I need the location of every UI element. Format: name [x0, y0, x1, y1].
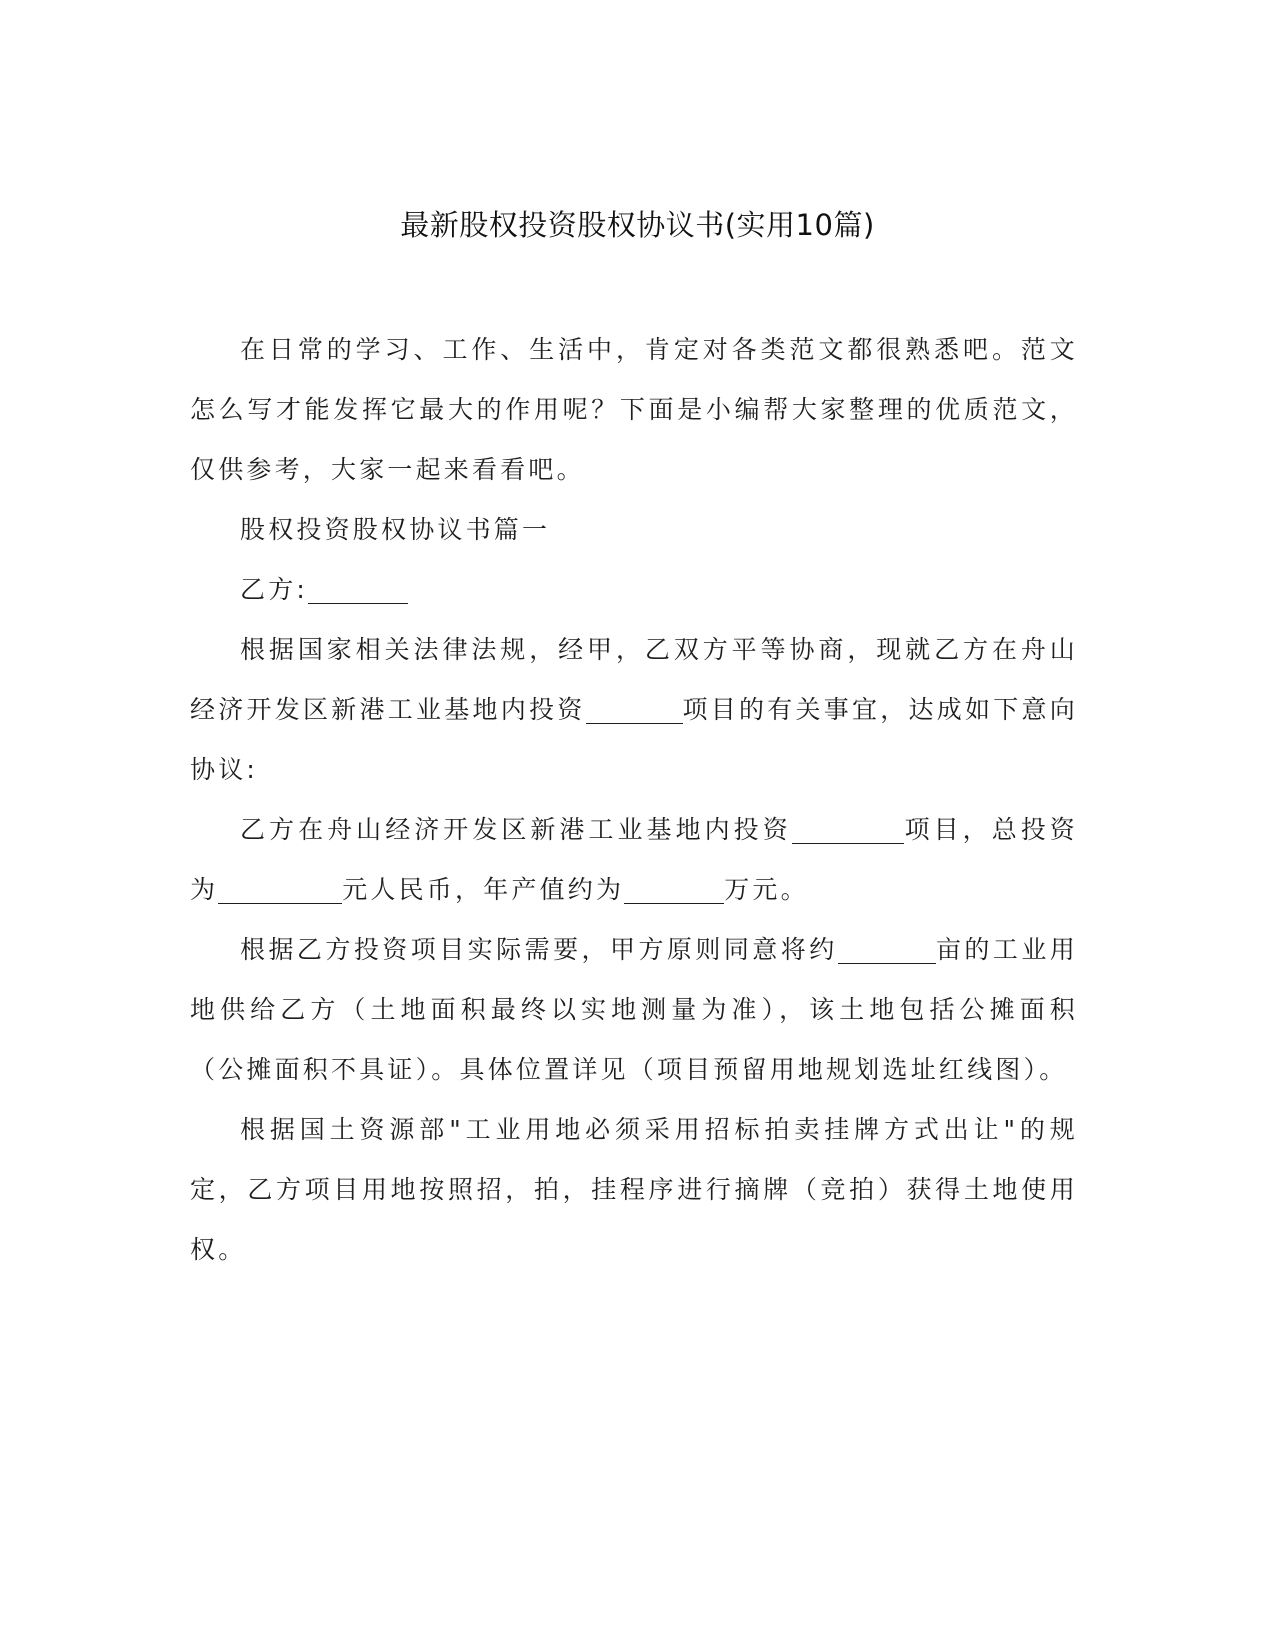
annual-output-blank[interactable]	[624, 877, 724, 904]
total-investment-blank[interactable]	[218, 877, 342, 904]
party-b-blank[interactable]	[308, 577, 408, 604]
para1-text-before: 根据国家相关法律法规，经甲，乙双方平等协商，现就乙方在舟山经济开发区新港工业基地内投资	[190, 635, 1078, 724]
party-b-line	[190, 560, 1078, 620]
para3-text-after: 亩的工业用地供给乙方（土地面积最终以实地测量为准），该土地包括公摊面积（公摊面积不具证）。具体位置详见（项目预留用地规划选址红线图）。	[190, 935, 1078, 1084]
agreement-paragraph-1	[190, 620, 1078, 800]
para3-text-before: 根据乙方投资项目实际需要，甲方原则同意将约	[240, 935, 838, 964]
document-body	[190, 320, 1078, 1280]
agreement-paragraph-4: 根据国土资源部"工业用地必须采用招标拍卖挂牌方式出让"的规定，乙方项目用地按照招，拍，挂程序进行摘牌（竞拍）获得土地使用权。	[190, 1115, 1078, 1264]
para1-text-after: 项目的有关事宜，达成如下意向协议:	[190, 695, 1078, 784]
party-b-label: 乙方:	[240, 575, 309, 604]
para2-text-3: 元人民币，年产值约为	[342, 875, 625, 904]
para2-text-1: 乙方在舟山经济开发区新港工业基地内投资	[240, 815, 792, 844]
project-name-blank[interactable]	[586, 697, 683, 724]
para2-text-4: 万元。	[724, 875, 809, 904]
para2-text-2: 项目，总投资为	[190, 815, 1078, 904]
document-title: 最新股权投资股权协议书(实用10篇)	[400, 208, 875, 242]
intro-paragraph: 在日常的学习、工作、生活中，肯定对各类范文都很熟悉吧。范文怎么写才能发挥它最大的作用呢？下面是小编帮大家整理的优质范文，仅供参考，大家一起来看看吧。	[190, 335, 1078, 484]
section-heading: 股权投资股权协议书篇一	[240, 515, 551, 544]
agreement-paragraph-2	[190, 800, 1078, 920]
agreement-paragraph-3	[190, 920, 1078, 1100]
project-blank[interactable]	[792, 817, 904, 844]
land-area-blank[interactable]	[838, 937, 936, 964]
